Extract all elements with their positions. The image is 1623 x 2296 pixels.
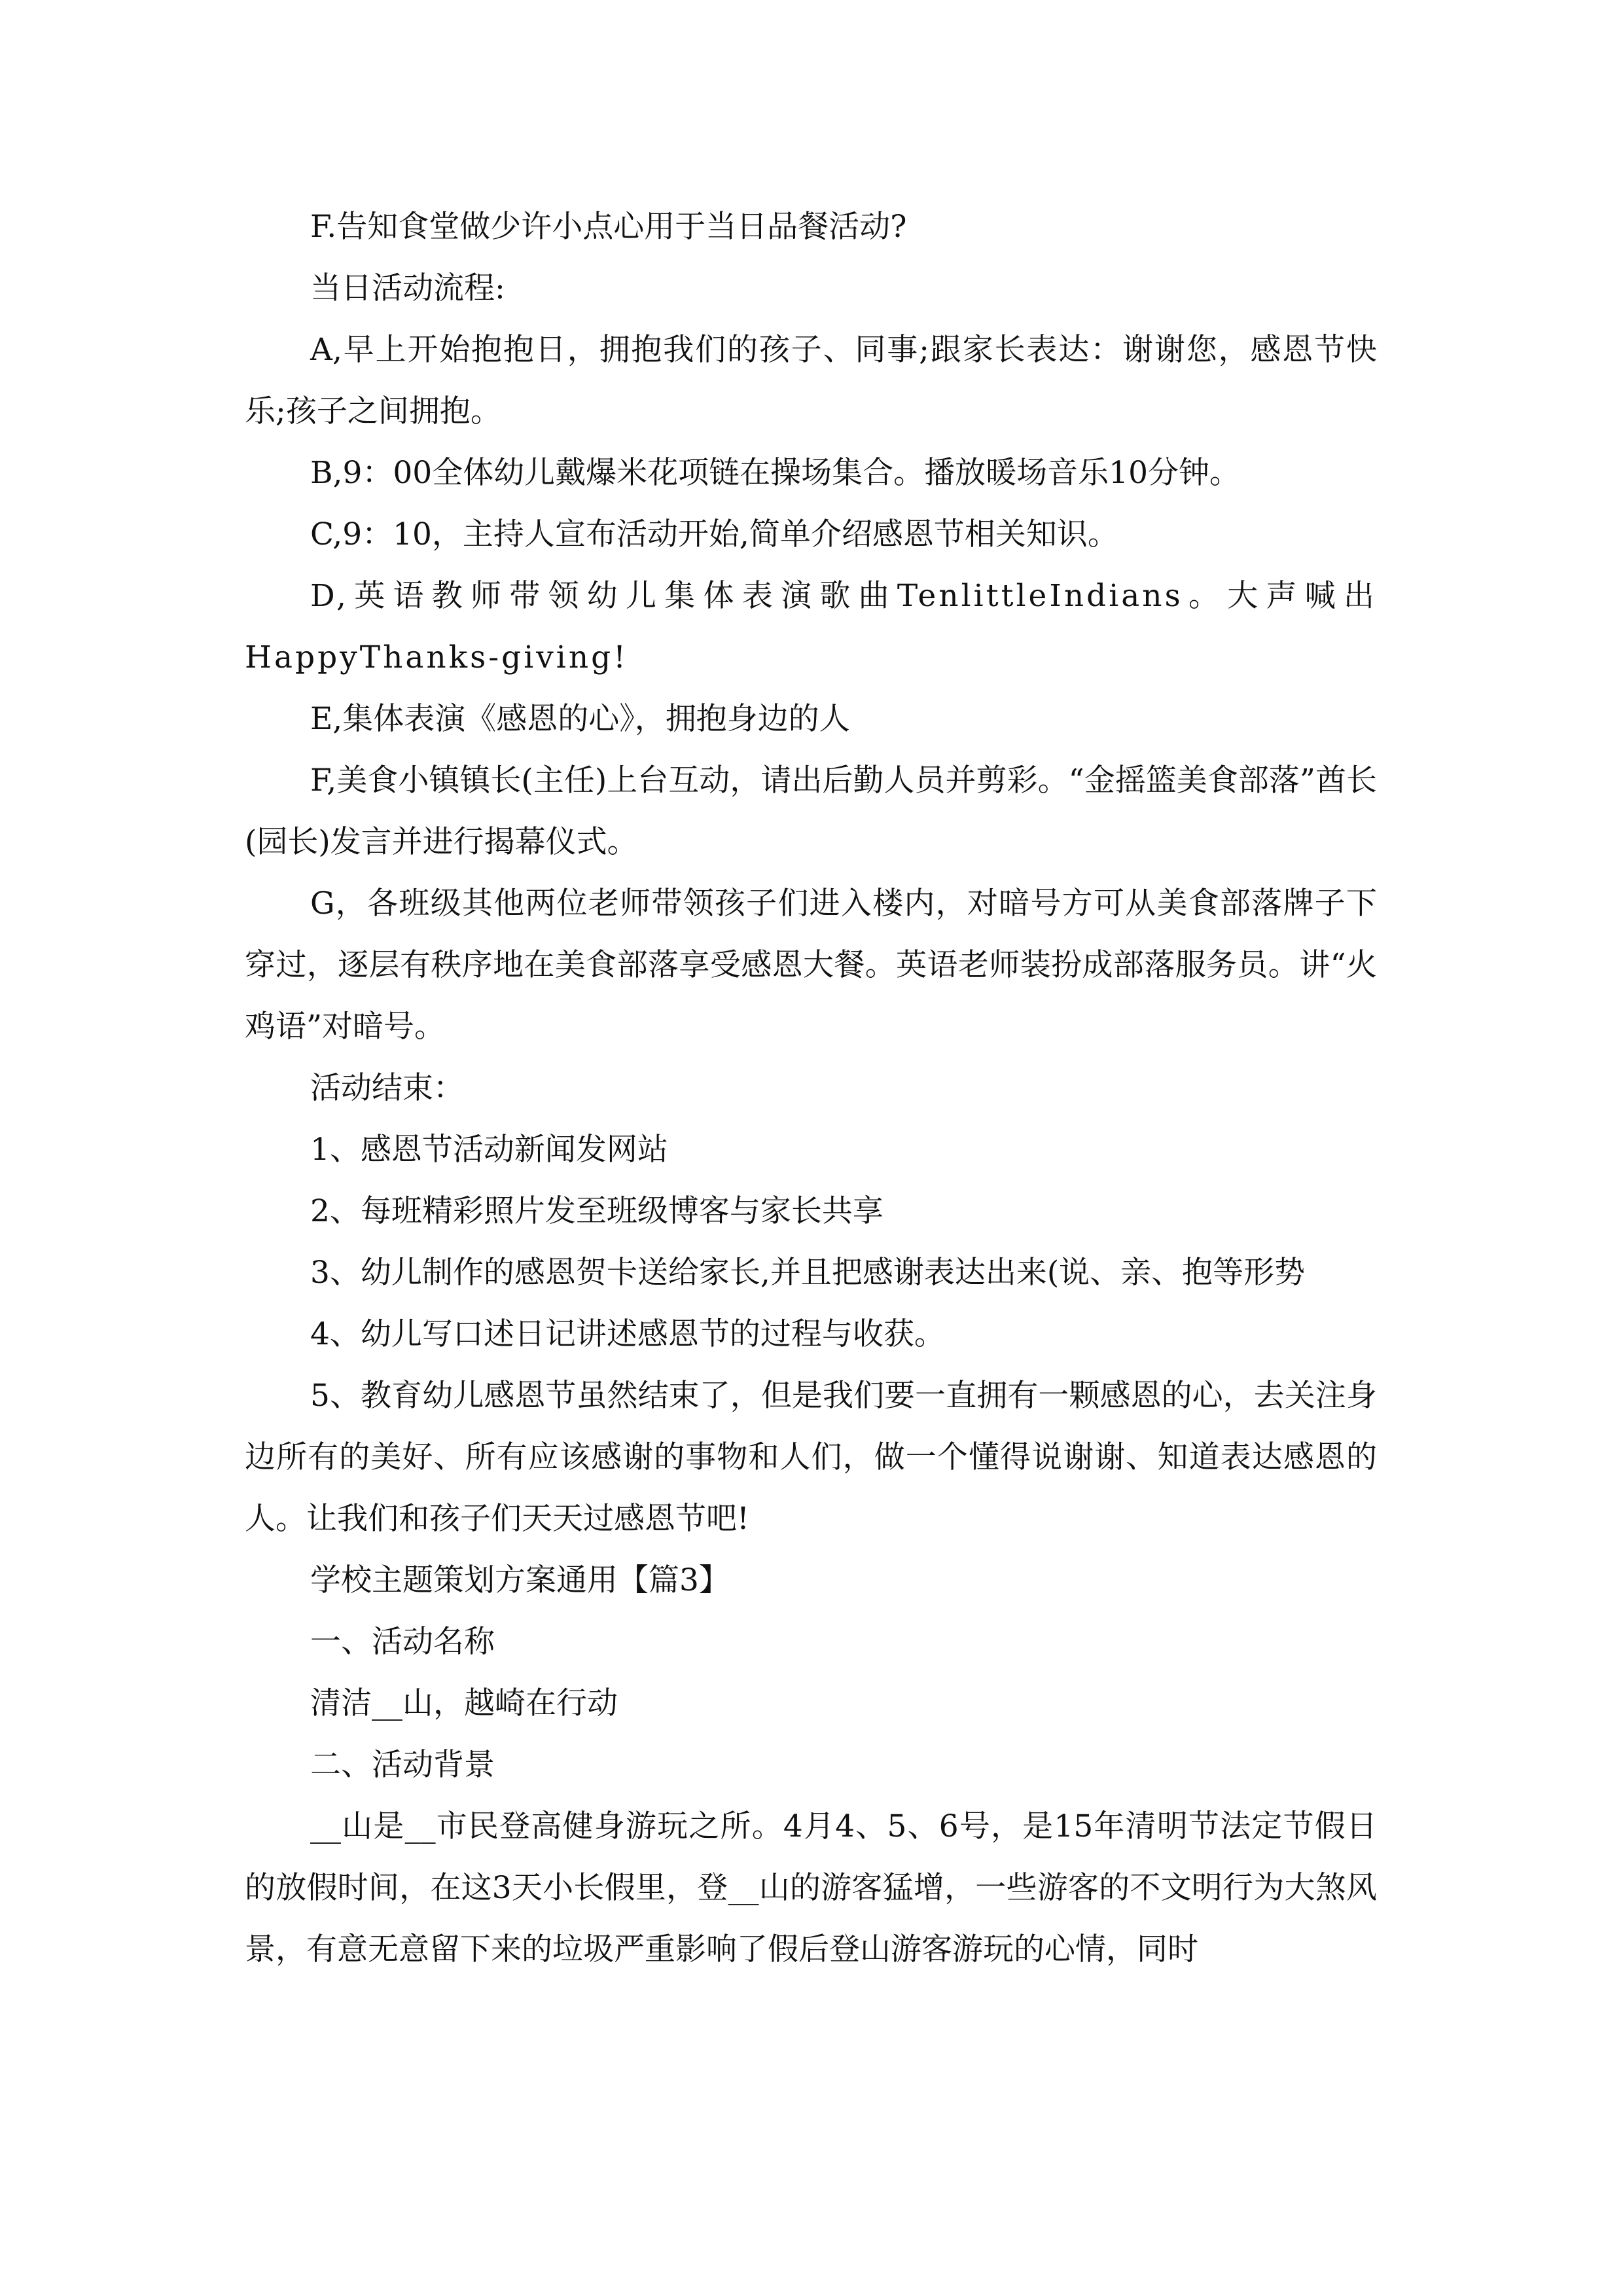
list-item-4: 4、幼儿写口述日记讲述感恩节的过程与收获。	[310, 1316, 945, 1352]
list-item-1: 1、感恩节活动新闻发网站	[310, 1132, 668, 1168]
paragraph-f-snack-notice: F.告知食堂做少许小点心用于当日品餐活动?	[310, 209, 907, 245]
paragraph-a-hug-day: A,早上开始抱抱日，拥抱我们的孩子、同事;跟家长表达：谢谢您，感恩节快乐;孩子之间拥抱。	[245, 332, 1377, 429]
section-title-part-3: 学校主题策划方案通用【篇3】	[310, 1562, 730, 1598]
heading-activity-name: 一、活动名称	[310, 1624, 495, 1660]
list-item-5: 5、教育幼儿感恩节虽然结束了，但是我们要一直拥有一颗感恩的心，去关注身边所有的美好、所有应该感谢的事物和人们，做一个懂得说谢谢、知道表达感恩的人。让我们和孩子们天天过感恩节吧!	[245, 1378, 1377, 1537]
activity-name-value: 清洁__山，越崎在行动	[310, 1685, 618, 1721]
paragraph-c-host-opening: C,9：10，主持人宣布活动开始,简单介绍感恩节相关知识。	[310, 516, 1118, 552]
paragraph-e-group-performance: E,集体表演《感恩的心》，拥抱身边的人	[310, 701, 850, 737]
list-item-3: 3、幼儿制作的感恩贺卡送给家长,并且把感谢表达出来(说、亲、抱等形势	[310, 1255, 1306, 1291]
paragraph-g-feast: G，各班级其他两位老师带领孩子们进入楼内，对暗号方可从美食部落牌子下穿过，逐层有秩序地在美食部落享受感恩大餐。英语老师装扮成部落服务员。讲“火鸡语”对暗号。	[245, 886, 1377, 1045]
paragraph-b-assembly: B,9：00全体幼儿戴爆米花项链在操场集合。播放暖场音乐10分钟。	[310, 455, 1240, 491]
paragraph-background-text: __山是__市民登高健身游玩之所。4月4、5、6号，是15年清明节法定节假日的放假时间，在这3天小长假里，登__山的游客猛增，一些游客的不文明行为大煞风景，有意无意留下来的垃圾严重影响了假后登山游客游玩的心情，同时	[245, 1808, 1377, 1967]
paragraph-d-english-song: D,英语教师带领幼儿集体表演歌曲TenlittleIndians。大声喊出HappyThanks-giving!	[245, 578, 1377, 675]
list-item-2: 2、每班精彩照片发至班级博客与家长共享	[310, 1193, 883, 1229]
paragraph-day-schedule-heading: 当日活动流程:	[310, 270, 505, 306]
heading-activity-background: 二、活动背景	[310, 1747, 495, 1783]
document-body	[245, 196, 1377, 1981]
paragraph-activity-end-heading: 活动结束：	[310, 1070, 464, 1106]
paragraph-f-ribbon-cutting: F,美食小镇镇长(主任)上台互动，请出后勤人员并剪彩。“金摇篮美食部落”酋长(园长)发言并进行揭幕仪式。	[245, 762, 1377, 860]
